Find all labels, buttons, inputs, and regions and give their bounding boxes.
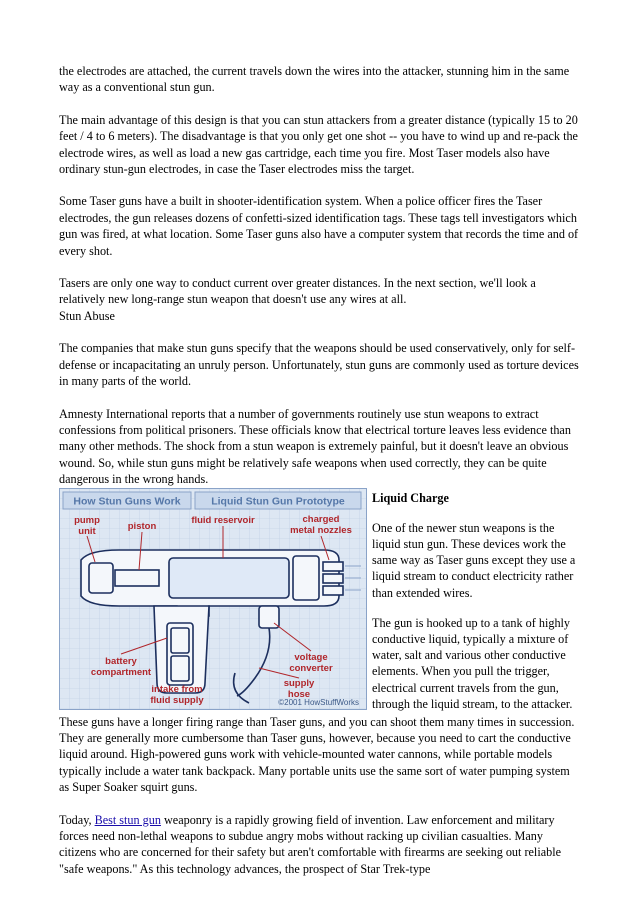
text-run: Today, <box>59 812 95 827</box>
liquid-charge-sidebar <box>372 490 584 726</box>
sidebar-paragraph: One of the newer stun weapons is the liquid stun gun. These devices work the same way as Taser guns except they use a liquid stream to conduct electricity rather than extended wires. <box>372 520 576 600</box>
liquid-stun-gun-diagram <box>59 488 367 710</box>
label-fluid-reservoir: fluid reservoir <box>191 514 255 526</box>
tab-right-label: Liquid Stun Gun Prototype <box>211 495 345 508</box>
label-supply-1: supply <box>283 677 315 689</box>
best-stun-gun-link[interactable]: Best stun gun <box>94 812 161 827</box>
paragraph: These guns have a longer firing range than Taser guns, and you can shoot them many times in succession. They are generally more cumbersome than Taser guns, however, because you need to cart the conductive liquid around. High-powered guns work with vehicle-mounted water cannons, while portable models typically include a water tank backpack. Many portable units use the same sort of water pumping system as Super Soaker squirt guns. <box>59 714 575 795</box>
diagram-svg <box>59 488 367 710</box>
label-charged-2: metal nozzles <box>290 524 352 536</box>
paragraph: Some Taser guns have a built in shooter-identification system. When a police officer fires the Taser electrodes, the gun releases dozens of confetti-sized identification tags. These tags tell investigators which gun was fired, at what location. Some Taser guns also have a computer system that records the time and of every shot. <box>59 194 579 258</box>
heading-liquid-charge: Liquid Charge <box>372 490 449 505</box>
figure-with-sidebar <box>59 488 581 710</box>
label-pump-unit-1: pump <box>74 514 100 526</box>
label-voltage-2: converter <box>289 662 333 674</box>
paragraph: Tasers are only one way to conduct current over greater distances. In the next section, we'll look a relatively new long-range stun weapon that doesn't use any wires at all. <box>59 276 536 307</box>
paragraph: the electrodes are attached, the current travels down the wires into the attacker, stunning him in the same way as a conventional stun gun. <box>59 64 570 95</box>
label-battery-2: compartment <box>90 666 152 678</box>
label-intake-1: intake from <box>151 683 203 695</box>
document-page <box>59 63 581 877</box>
label-charged-1: charged <box>302 513 340 525</box>
paragraph: Amnesty International reports that a number of governments routinely use stun weapons to extract confessions from political prisoners. These officials know that electrical torture leaves less evidence than many other methods. The shock from a stun weapon is extremely painful, but it doesn't leave an obvious wound. So, while stun guns might be relatively safe weapons when used correctly, they can be quite dangerous in the wrong hands. <box>59 406 571 487</box>
label-intake-2: fluid supply <box>150 694 204 706</box>
paragraph: The main advantage of this design is that you can stun attackers from a greater distance (typically 15 to 20 feet / 4 to 6 meters). The disadvantage is that you only get one shot -- you have to wind up and re-pack the electrode wires, as well as load a new gas cartridge, each time you fire. Most Taser models also have ordinary stun-gun electrodes, in case the Taser electrodes miss the target. <box>59 112 578 177</box>
copyright-text: ©2001 HowStuffWorks <box>278 697 359 707</box>
text-run: weaponry is a rapidly growing field of invention. Law enforcement and military forces need non-lethal weapons to subdue angry mobs without racking up civilian casualties. Many citizens who are concerned for their safety but aren't comfortable with firearms are seeking out reliable "safe weapons." As this technology advances, the prospect of Star Trek-type <box>59 812 562 876</box>
sidebar-paragraph: The gun is hooked up to a tank of highly conductive liquid, typically a mixture of water, salt and various other conductive elements. When you pull the trigger, electrical current travels from the gun, through the liquid stream, to the attacker. <box>372 615 573 711</box>
label-pump-unit-2: unit <box>78 525 96 537</box>
section-heading-stun-abuse: Stun Abuse <box>59 308 115 323</box>
tab-left-label: How Stun Guns Work <box>73 495 181 508</box>
paragraph: The companies that make stun guns specify that the weapons should be used conservatively, only for self-defense or incapacitating an unruly person. Unfortunately, stun guns are commonly used as torture devices in many parts of the world. <box>59 341 579 389</box>
label-voltage-1: voltage <box>294 651 328 663</box>
label-piston: piston <box>127 520 157 532</box>
label-supply-2: hose <box>287 688 311 700</box>
label-battery-1: battery <box>105 655 137 667</box>
paragraph-last <box>59 812 581 878</box>
